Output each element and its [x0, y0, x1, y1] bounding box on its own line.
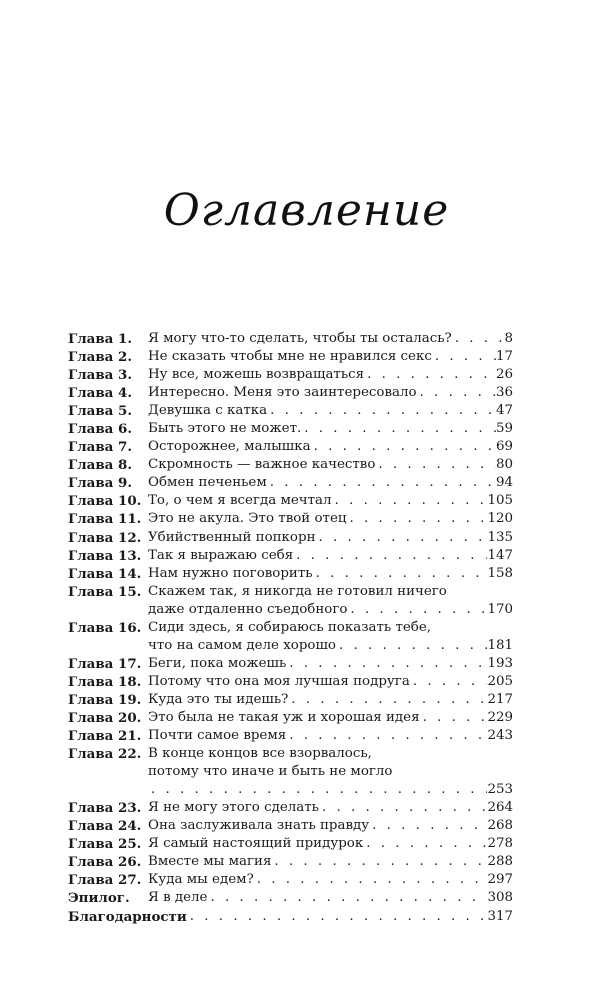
toc-entry-title: Беги, пока можешь: [148, 655, 287, 671]
toc-entry-title: Не сказать чтобы мне не нравился секс: [148, 349, 432, 365]
toc-entry-title: Быть этого не может.: [148, 421, 302, 437]
dot-leader: [364, 366, 496, 384]
toc-entry-page-number: 288: [487, 854, 513, 870]
toc-entry-content: [148, 529, 513, 547]
toc-entry-label: Глава 18.: [68, 673, 142, 690]
dot-leader: [432, 348, 496, 366]
toc-entry-title: Я в деле: [148, 890, 208, 906]
toc-entry-page-number: 217: [487, 691, 513, 707]
dot-leader: [420, 709, 488, 727]
toc-entry-content: [148, 655, 513, 673]
toc-entry-title: То, о чем я всегда мечтал: [148, 493, 332, 509]
toc-entry-title: Это не акула. Это твой отец: [148, 511, 347, 527]
toc-entry-title: Обмен печеньем: [148, 475, 267, 491]
toc-entry-content: [148, 835, 513, 853]
toc-entry[interactable]: [68, 402, 513, 420]
toc-entry-label: Глава 21.: [68, 728, 142, 745]
toc-entry-page-number: 36: [495, 385, 513, 401]
toc-entry-content: [148, 709, 513, 727]
toc-entry-page-number: 193: [487, 655, 513, 671]
toc-entry-label: Глава 6.: [68, 421, 132, 438]
toc-entry-content: [148, 565, 513, 583]
toc-entry[interactable]: [68, 655, 513, 673]
toc-entry-content: [148, 799, 513, 817]
toc-entry-content: [148, 727, 513, 745]
toc-entry[interactable]: [68, 438, 513, 456]
toc-entry-page-number: 17: [495, 349, 513, 365]
toc-entry-title: В конце концов все взорвалось,: [148, 746, 372, 762]
toc-entry-label: Глава 13.: [68, 547, 142, 564]
toc-entry-title: Убийственный попкорн: [148, 529, 316, 545]
dot-leader: [336, 637, 487, 655]
toc-entry-page-number: 135: [487, 529, 513, 545]
toc-entry-label: Эпилог.: [68, 890, 130, 907]
toc-entry-page-number: 158: [487, 565, 513, 581]
toc-entry[interactable]: [68, 456, 513, 474]
toc-entry[interactable]: [68, 510, 513, 528]
toc-entry-title: Вместе мы магия: [148, 854, 272, 870]
toc-entry-label: Глава 1.: [68, 331, 132, 347]
toc-entry-title: Скажем так, я никогда не готовил ничего: [148, 583, 447, 599]
toc-entry-label: Глава 12.: [68, 529, 142, 546]
toc-entry-page-number: 243: [487, 728, 513, 744]
toc-entry[interactable]: [68, 835, 513, 853]
toc-entry-title: потому что иначе и быть не могло: [148, 764, 393, 780]
dot-leader: [332, 492, 488, 510]
dot-leader: [301, 420, 496, 438]
toc-entry-page-number: 8: [504, 331, 513, 346]
toc-entry-page-number: 264: [487, 800, 513, 816]
toc-entry-content: [148, 619, 513, 655]
toc-entry-label: Глава 7.: [68, 439, 132, 456]
toc-entry[interactable]: [68, 529, 513, 547]
toc-entry-content: [148, 745, 513, 799]
toc-entry-content: [148, 817, 513, 835]
toc-entry-label: Глава 24.: [68, 818, 142, 835]
dot-leader: [316, 529, 488, 547]
toc-entry-title: Осторожнее, малышка: [148, 439, 311, 455]
toc-entry-content: [148, 853, 513, 871]
toc-entry-title: Это была не такая уж и хорошая идея: [148, 709, 420, 725]
toc-entry-page-number: 69: [495, 439, 513, 455]
dot-leader: [286, 727, 487, 745]
toc-entry-content: [148, 366, 513, 384]
toc-entry-title: Потому что она моя лучшая подруга: [148, 673, 410, 689]
toc-entry-page-number: 26: [495, 367, 513, 383]
toc-entry-title: Сиди здесь, я собираюсь показать тебе,: [148, 619, 432, 635]
toc-entry-label: Глава 11.: [68, 511, 142, 528]
toc-entry-content: [148, 420, 513, 438]
toc-entry-page-number: 268: [487, 818, 513, 834]
toc-entry-content: [148, 871, 513, 889]
toc-entry-title: Девушка с катка: [148, 403, 268, 419]
toc-entry[interactable]: [68, 691, 513, 709]
page-title: Оглавление: [163, 185, 450, 236]
toc-entry[interactable]: [68, 727, 513, 745]
toc-entry-label: Глава 25.: [68, 836, 142, 853]
toc-entry[interactable]: [68, 853, 513, 871]
dot-leader: [271, 853, 487, 871]
toc-entry-page-number: 181: [487, 637, 513, 653]
toc-entry[interactable]: [68, 908, 513, 926]
dot-leader: [319, 799, 487, 817]
toc-entry[interactable]: [68, 799, 513, 817]
toc-entry-content: [148, 492, 513, 510]
toc-entry[interactable]: [68, 583, 513, 619]
toc-entry-label: Глава 3.: [68, 367, 132, 384]
toc-entry[interactable]: [68, 330, 513, 348]
toc-entry-content: [148, 889, 513, 907]
toc-entry-title: Она заслуживала знать правду: [148, 818, 370, 834]
toc-entry-label: Глава 15.: [68, 583, 142, 600]
toc-entry-title: что на самом деле хорошо: [148, 637, 336, 653]
toc-entry[interactable]: [68, 547, 513, 565]
toc-entry-label: Глава 2.: [68, 349, 132, 366]
toc-entry[interactable]: [68, 619, 513, 655]
toc-entry[interactable]: [68, 474, 513, 492]
toc-entry-page-number: 147: [487, 547, 513, 563]
toc-entry-title: даже отдаленно съедобного: [148, 601, 348, 617]
toc-entry[interactable]: [68, 889, 513, 907]
toc-entry[interactable]: [68, 709, 513, 727]
toc-entry[interactable]: [68, 817, 513, 835]
toc-entry-label: Глава 22.: [68, 746, 142, 763]
toc-entry[interactable]: [68, 673, 513, 691]
toc-entry-label: Глава 8.: [68, 457, 132, 474]
dot-leader: [410, 673, 488, 691]
dot-leader: [207, 889, 487, 907]
toc-entry-content: [148, 583, 513, 619]
toc-entry-title: Нам нужно поговорить: [148, 565, 313, 581]
toc-entry-title: Я не могу этого сделать: [148, 800, 319, 816]
toc-entry-page-number: 308: [487, 890, 513, 906]
toc-entry-page-number: 317: [487, 908, 513, 924]
toc-entry[interactable]: [68, 420, 513, 438]
toc-entry-page-number: 80: [495, 457, 513, 473]
toc-entry-title: Интересно. Меня это заинтересовало: [148, 385, 417, 401]
toc-entry[interactable]: [68, 745, 513, 799]
toc-entry-page-number: 120: [487, 511, 513, 527]
dot-leader: [346, 510, 487, 528]
toc-entry-title: Так я выражаю себя: [148, 547, 294, 563]
toc-entry-content: [148, 330, 513, 348]
toc-entry[interactable]: [68, 384, 513, 402]
toc-entry-label: Глава 26.: [68, 854, 142, 871]
toc-entry-content: [148, 384, 513, 402]
toc-entry-label: Глава 20.: [68, 709, 142, 726]
dot-leader: [311, 438, 496, 456]
toc-entry-label: Глава 10.: [68, 493, 142, 510]
toc-entry-label: Глава 23.: [68, 800, 142, 817]
toc-entry-page-number: 297: [487, 872, 513, 888]
toc-entry[interactable]: [68, 492, 513, 510]
toc-entry-label: Глава 4.: [68, 385, 132, 402]
dot-leader: [254, 871, 488, 889]
toc-entry-content: [148, 438, 513, 456]
dot-leader: [313, 565, 488, 583]
toc-entry-content: [148, 547, 513, 565]
dot-leader: [286, 655, 487, 673]
toc-entry-content: [148, 456, 513, 474]
toc-entry-label: Глава 17.: [68, 655, 142, 672]
dot-leader: [347, 601, 487, 619]
toc-entry[interactable]: [68, 871, 513, 889]
toc-entry-page-number: 105: [487, 493, 513, 509]
toc-entry[interactable]: [68, 366, 513, 384]
toc-entry-label: Глава 9.: [68, 475, 132, 492]
dot-leader: [288, 691, 487, 709]
toc-entry-title: Скромность — важное качество: [148, 457, 376, 473]
toc-entry-label: Глава 19.: [68, 691, 142, 708]
dot-leader: [267, 402, 496, 420]
toc-entry-content: [148, 673, 513, 691]
toc-entry-title: Почти самое время: [148, 728, 287, 744]
toc-entry-page-number: 47: [495, 403, 513, 419]
toc-entry-label: Глава 5.: [68, 403, 132, 420]
toc-entry-title: Ну все, можешь возвращаться: [148, 367, 365, 383]
toc-entry-title: Куда мы едем?: [148, 872, 254, 888]
toc-entry-content: [148, 402, 513, 420]
toc-entry-page-number: 253: [487, 782, 513, 798]
dot-leader: [148, 781, 487, 799]
dot-leader: [375, 456, 496, 474]
dot-leader: [363, 835, 487, 853]
dot-leader: [417, 384, 496, 402]
toc-entry-page-number: 170: [487, 601, 513, 617]
toc-entry-title: Куда это ты идешь?: [148, 691, 289, 707]
table-of-contents: [68, 330, 513, 926]
toc-entry-page-number: 205: [487, 673, 513, 689]
toc-entry-page-number: 278: [487, 836, 513, 852]
toc-entry-label: Глава 14.: [68, 565, 142, 582]
dot-leader: [187, 908, 488, 926]
toc-entry[interactable]: [68, 565, 513, 583]
toc-entry-title: Я могу что-то сделать, чтобы ты осталась?: [148, 331, 452, 346]
toc-entry-label: Благодарности: [68, 908, 187, 925]
toc-entry-label: Глава 27.: [68, 872, 142, 889]
toc-entry-content: [187, 908, 513, 926]
dot-leader: [369, 817, 487, 835]
toc-entry-page-number: 94: [495, 475, 513, 491]
toc-entry-page-number: 59: [495, 421, 513, 437]
dot-leader: [452, 330, 505, 348]
toc-entry-label: Глава 16.: [68, 619, 142, 636]
toc-entry-page-number: 229: [487, 709, 513, 725]
dot-leader: [293, 547, 487, 565]
toc-entry-content: [148, 348, 513, 366]
toc-entry[interactable]: [68, 348, 513, 366]
toc-entry-content: [148, 510, 513, 528]
toc-entry-title: Я самый настоящий придурок: [148, 836, 364, 852]
toc-entry-content: [148, 691, 513, 709]
toc-entry-content: [148, 474, 513, 492]
dot-leader: [267, 474, 496, 492]
